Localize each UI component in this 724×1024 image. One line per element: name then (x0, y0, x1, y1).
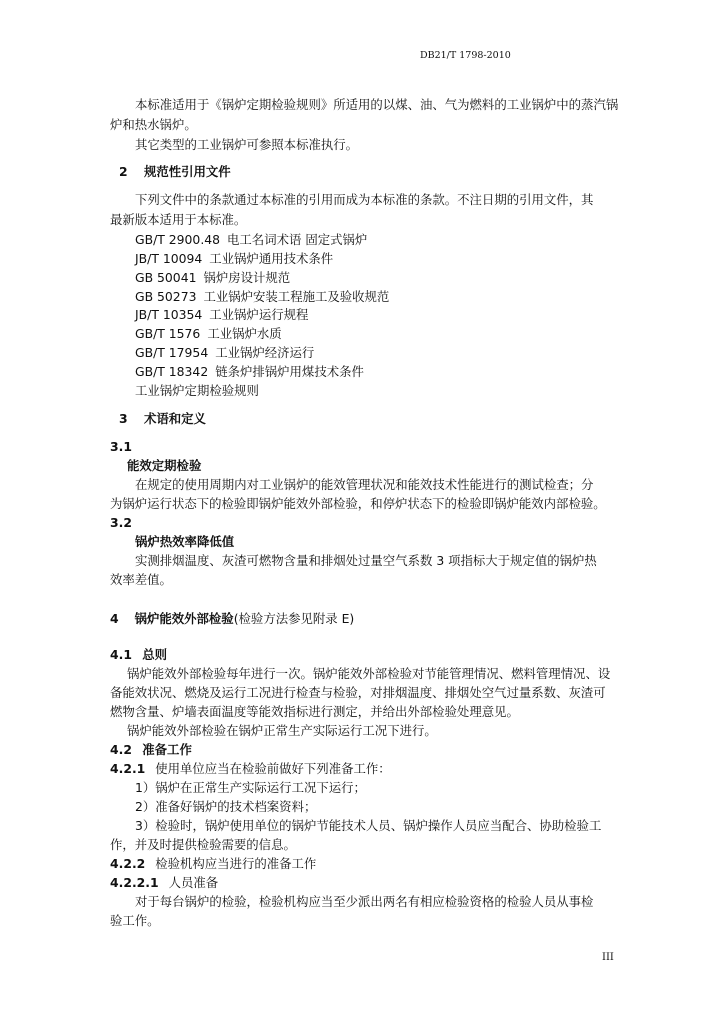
section-3-heading (119, 411, 206, 427)
reference-item (135, 289, 389, 305)
reference-code: GB/T 18342 (135, 364, 209, 379)
term-3-2-name: 锅炉热效率降低值 (135, 534, 235, 549)
reference-title: 电工名词术语 固定式锅炉 (227, 232, 368, 247)
section-4-2-1-heading (110, 761, 391, 777)
reference-title: 锅炉房设计规范 (203, 270, 291, 285)
section-4-2-1-text: 使用单位应当在检验前做好下列准备工作： (155, 761, 391, 776)
section-4-1-line-3: 燃物含量、炉墙表面温度等能效指标进行测定，并给出外部检验处理意见。 (110, 704, 519, 719)
section-4-2-number: 4.2 (110, 742, 132, 757)
reference-code: GB/T 2900.48 (135, 232, 221, 247)
reference-code: GB 50273 (135, 289, 197, 304)
reference-code: JB/T 10354 (135, 307, 203, 322)
prep-item-3-line-2: 作，并及时提供检验需要的信息。 (110, 837, 296, 852)
section-4-2-2-text: 检验机构应当进行的准备工作 (155, 856, 317, 871)
personnel-line-2: 验工作。 (110, 913, 160, 928)
section-4-title: 锅炉能效外部检验 (134, 611, 234, 626)
section-2-intro-line-1: 下列文件中的条款通过本标准的引用而成为本标准的条款。不注日期的引用文件，其 (135, 192, 594, 207)
section-4-number: 4 (110, 611, 119, 626)
reference-title: 工业锅炉水质 (207, 326, 282, 341)
section-4-2-2-1-heading (110, 875, 218, 891)
section-4-heading (110, 611, 354, 627)
section-2-number: 2 (119, 164, 128, 179)
prep-item-3-line-1: 3）检验时，锅炉使用单位的锅炉节能技术人员、锅炉操作人员应当配合、协助检验工 (135, 818, 602, 833)
scope-line-1: 本标准适用于《锅炉定期检验规则》所适用的以煤、油、气为燃料的工业锅炉中的蒸汽锅 (135, 97, 619, 112)
section-4-2-1-number: 4.2.1 (110, 761, 146, 776)
section-2-heading (119, 164, 231, 180)
term-3-1-name: 能效定期检验 (127, 458, 202, 473)
scope-line-2: 炉和热水锅炉。 (110, 117, 197, 132)
reference-item (135, 232, 367, 248)
section-2-title: 规范性引用文件 (143, 164, 231, 179)
section-3-number: 3 (119, 411, 128, 426)
reference-title: 工业锅炉经济运行 (215, 345, 315, 360)
term-3-2-number: 3.2 (110, 515, 132, 530)
section-2-intro-line-2: 最新版本适用于本标准。 (110, 212, 247, 227)
scope-other-line: 其它类型的工业锅炉可参照本标准执行。 (135, 137, 359, 152)
prep-item-1: 1）锅炉在正常生产实际运行工况下运行； (135, 780, 366, 795)
personnel-line-1: 对于每台锅炉的检验，检验机构应当至少派出两名有相应检验资格的检验人员从事检 (135, 894, 594, 909)
section-3-title: 术语和定义 (143, 411, 206, 426)
term-3-1-def-line-2: 为锅炉运行状态下的检验即锅炉能效外部检验，和停炉状态下的检验即锅炉能效内部检验。 (110, 496, 606, 511)
section-4-title-note: (检验方法参见附录 E) (233, 611, 355, 626)
section-4-2-title: 准备工作 (142, 742, 192, 757)
reference-item (135, 251, 333, 267)
section-4-1-line-4: 锅炉能效外部检验在锅炉正常生产实际运行工况下进行。 (127, 723, 437, 738)
section-4-1-heading (110, 647, 167, 663)
term-3-2-def-line-1: 实测排烟温度、灰渣可燃物含量和排烟处过量空气系数 3 项指标大于规定值的锅炉热 (135, 553, 597, 568)
reference-code: GB 50041 (135, 270, 197, 285)
section-4-1-line-2: 备能效状况、燃烧及运行工况进行检查与检验，对排烟温度、排烟处空气过量系数、灰渣可 (110, 685, 606, 700)
term-3-1-def-line-1: 在规定的使用周期内对工业锅炉的能效管理状况和能效技术性能进行的测试检查；分 (135, 477, 594, 492)
reference-code: JB/T 10094 (135, 251, 203, 266)
reference-title: 工业锅炉运行规程 (209, 307, 309, 322)
prep-item-2: 2）准备好锅炉的技术档案资料； (135, 799, 317, 814)
reference-item (135, 326, 282, 342)
reference-title: 工业锅炉安装工程施工及验收规范 (203, 289, 390, 304)
page-number: III (602, 952, 614, 963)
section-4-1-line-1: 锅炉能效外部检验每年进行一次。锅炉能效外部检验对节能管理情况、燃料管理情况、设 (127, 666, 611, 681)
section-4-2-2-number: 4.2.2 (110, 856, 146, 871)
section-4-1-number: 4.1 (110, 647, 132, 662)
reference-code: GB/T 1576 (135, 326, 201, 341)
section-4-2-2-heading (110, 856, 316, 872)
reference-item (135, 307, 308, 323)
reference-item (135, 345, 314, 361)
term-3-1-number: 3.1 (110, 439, 132, 454)
term-3-2-def-line-2: 效率差值。 (110, 572, 172, 587)
section-4-1-title: 总则 (142, 647, 168, 662)
reference-item-last: 工业锅炉定期检验规则 (135, 383, 259, 398)
section-4-2-2-1-text: 人员准备 (168, 875, 219, 890)
section-4-2-heading (110, 742, 192, 758)
reference-title: 工业锅炉通用技术条件 (209, 251, 334, 266)
reference-item (135, 364, 364, 380)
document-code-header: DB21/T 1798-2010 (420, 50, 511, 61)
section-4-2-2-1-number: 4.2.2.1 (110, 875, 159, 890)
reference-code: GB/T 17954 (135, 345, 209, 360)
reference-title: 链条炉排锅炉用煤技术条件 (215, 364, 364, 379)
reference-item (135, 270, 290, 286)
